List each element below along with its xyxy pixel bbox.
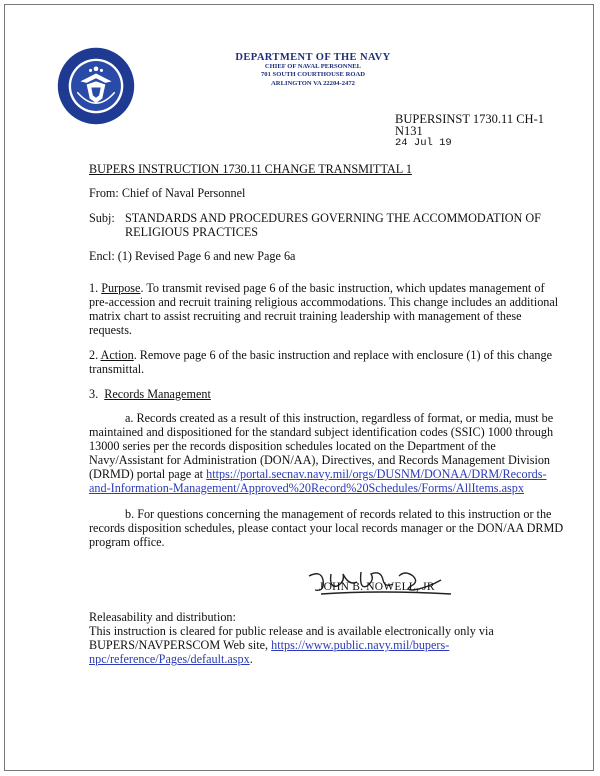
paragraph-1-line-3: matrix chart to assist recruiting and recruit training leadership with management of these	[89, 309, 522, 323]
paragraph-2-line-1	[89, 348, 552, 362]
subject-line-1: STANDARDS AND PROCEDURES GOVERNING THE ACCOMMODATION OF	[125, 211, 541, 225]
paragraph-1-line-4: requests.	[89, 323, 132, 337]
letterhead-department: DEPARTMENT OF THE NAVY	[235, 52, 391, 63]
department-seal-icon	[57, 47, 135, 125]
letterhead	[213, 52, 413, 88]
letterhead-office: CHIEF OF NAVAL PERSONNEL	[264, 63, 362, 70]
instruction-code: N131	[395, 124, 423, 138]
paragraph-3a-line-6	[89, 481, 524, 495]
paragraph-2-text: . Remove page 6 of the basic instruction and replace with enclosure (1) of this change	[133, 348, 552, 362]
paragraph-3a-line-5	[89, 467, 547, 481]
paragraph-2-number: 2.	[89, 348, 99, 362]
letterhead-city: ARLINGTON VA 22204-2472	[271, 79, 355, 87]
paragraph-3b-line-2: records disposition schedules, please contact your local records manager or the DON/AA DRMD	[89, 521, 564, 535]
instruction-date: 24 Jul 19	[395, 137, 452, 149]
instruction-number: BUPERSINST 1730.11 CH-1	[395, 112, 544, 126]
signatory-name: JOHN B. NOWELL, JR	[319, 581, 435, 593]
document-page	[4, 4, 594, 771]
release-site-text: BUPERS/NAVPERSCOM Web site,	[89, 638, 272, 652]
records-portal-link[interactable]: https://portal.secnav.navy.mil/orgs/DUSNM/DONAA/DRM/Records-	[206, 467, 547, 481]
release-line-2	[89, 638, 449, 652]
paragraph-3a-line-1: a. Records created as a result of this instruction, regardless of format, or media, must be	[125, 411, 554, 425]
paragraph-3-number: 3.	[89, 387, 99, 401]
paragraph-3a-line-2: maintained and dispositioned for the standard subject identification codes (SSIC) 1000 through	[89, 425, 554, 439]
paragraph-3a-portal-text: (DRMD) portal page at	[89, 467, 207, 481]
release-period: .	[249, 652, 253, 666]
release-line-1: This instruction is cleared for public release and is available electronically only via	[89, 624, 494, 638]
from-line: From: Chief of Naval Personnel	[89, 186, 246, 200]
paragraph-1-line-2: pre-accession and recruit training religious accommodations. This change includes an additional	[89, 295, 559, 309]
records-portal-link-continued[interactable]: and-Information-Management/Approved%20Record%20Schedules/Forms/AllItems.aspx	[89, 481, 524, 495]
bupers-website-link-continued[interactable]: npc/reference/Pages/default.aspx	[89, 652, 250, 666]
subject-line-2: RELIGIOUS PRACTICES	[125, 225, 259, 239]
paragraph-3-heading-line	[89, 387, 211, 401]
paragraph-2-line-2: transmittal.	[89, 362, 145, 376]
paragraph-2-heading: Action	[100, 348, 134, 362]
paragraph-3b-line-3: program office.	[89, 535, 165, 549]
paragraph-3-heading: Records Management	[104, 387, 211, 401]
paragraph-1-line-1	[89, 281, 545, 295]
release-line-3	[89, 652, 253, 666]
bupers-website-link[interactable]: https://www.public.navy.mil/bupers-	[271, 638, 450, 652]
paragraph-3a-line-4: Navy/Assistant for Administration (DON/AA), Directives, and Records Management Division	[89, 453, 551, 467]
release-heading: Releasability and distribution:	[89, 610, 236, 624]
letterhead-street: 701 SOUTH COURTHOUSE ROAD	[261, 71, 365, 79]
paragraph-1-heading: Purpose	[101, 281, 141, 295]
enclosure-line: Encl: (1) Revised Page 6 and new Page 6a	[89, 249, 296, 263]
document-title: BUPERS INSTRUCTION 1730.11 CHANGE TRANSMITTAL 1	[89, 162, 412, 176]
paragraph-1-text: . To transmit revised page 6 of the basic instruction, which updates management of	[140, 281, 545, 295]
subject-label: Subj:	[89, 211, 115, 225]
instruction-identifier	[395, 113, 544, 149]
paragraph-3b-line-1: b. For questions concerning the management of records related to this instruction or the	[125, 507, 552, 521]
paragraph-3a-line-3: 13000 series per the records disposition schedules located on the Department of the	[89, 439, 496, 453]
paragraph-1-number: 1.	[89, 281, 99, 295]
